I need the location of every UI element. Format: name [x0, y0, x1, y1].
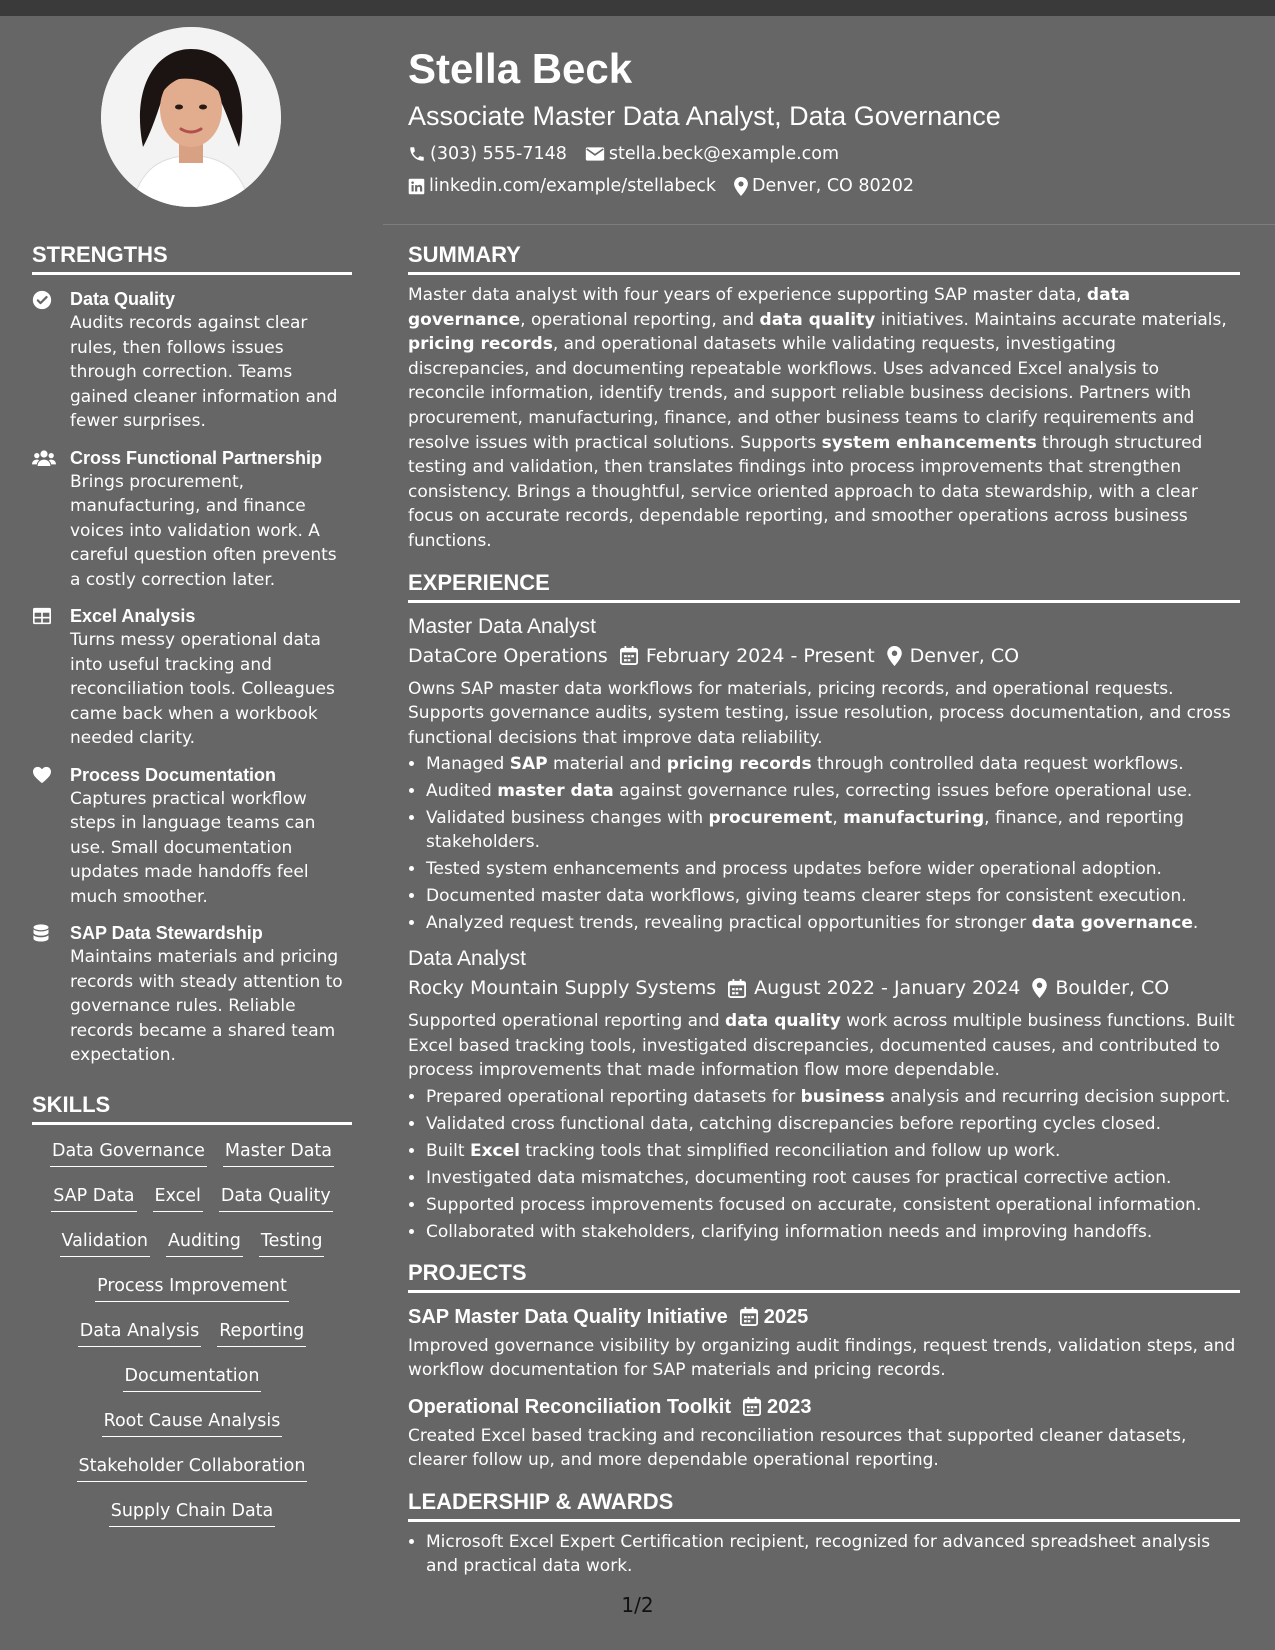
project-title	[408, 1303, 1240, 1331]
skills-row	[32, 1274, 352, 1319]
candidate-name: Stella Beck	[408, 45, 633, 92]
calendar-icon	[728, 979, 746, 998]
bold-text: procurement	[708, 808, 833, 829]
project-title	[408, 1393, 1240, 1421]
calendar-icon	[743, 1397, 761, 1416]
text-run: analysis and recurring decision support.	[884, 1086, 1231, 1107]
skill-tag: Supply Chain Data	[109, 1499, 276, 1527]
linkedin-contact[interactable]	[408, 176, 716, 196]
job-title: Master Data Analyst	[408, 614, 596, 638]
job-bullets	[408, 752, 1240, 935]
skill-tag: Stakeholder Collaboration	[77, 1454, 308, 1482]
experience-heading: EXPERIENCE	[408, 568, 1240, 603]
text-run: initiatives. Maintains accurate materials,	[875, 309, 1227, 330]
bold-text: pricing records	[666, 754, 812, 775]
bullet-item	[426, 1139, 1240, 1163]
linkedin-icon	[408, 178, 425, 195]
strength-name: Cross Functional Partnership	[70, 447, 323, 468]
phone-contact[interactable]	[408, 144, 567, 164]
bullet-item	[426, 884, 1240, 908]
strength-description: Turns messy operational data into useful tracking and reconciliation tools. Colleagues came back when a workbook needed clarity.	[70, 630, 335, 748]
strength-body	[70, 921, 352, 1068]
users-icon	[32, 446, 70, 593]
skill-tag: Documentation	[123, 1364, 262, 1392]
text-run: through controlled data request workflows.	[811, 754, 1184, 775]
text-run: Managed	[426, 754, 510, 775]
map-pin-icon	[887, 646, 902, 666]
text-run: work across multiple business functions. Built Excel based tracking tools, investigated discrepancies, documented causes, and contributed to process improvements that made information flow more dependable.	[408, 1011, 1235, 1081]
contact-row-2	[408, 170, 1248, 202]
skills-row	[32, 1499, 352, 1544]
strength-item	[32, 604, 352, 751]
job-meta	[408, 641, 1240, 671]
bullet-item	[426, 1220, 1240, 1244]
top-bar	[0, 0, 1275, 16]
text-run: tracking tools that simplified reconciliation and follow up work.	[519, 1140, 1061, 1161]
bullet-item	[426, 752, 1240, 776]
job-dates-text: August 2022 - January 2024	[754, 977, 1021, 1000]
skill-tag: Reporting	[217, 1319, 306, 1347]
bullet-item	[426, 806, 1240, 854]
text-run: Supported process improvements focused on accurate, consistent operational information.	[426, 1194, 1202, 1215]
bold-text: pricing records	[408, 334, 553, 355]
skill-tag: Auditing	[166, 1229, 243, 1257]
projects-heading: PROJECTS	[408, 1258, 1240, 1293]
left-column	[32, 240, 352, 1544]
job-location	[887, 641, 1019, 671]
bullet-item	[426, 1112, 1240, 1136]
text-run: Audited	[426, 781, 498, 802]
strength-description: Maintains materials and pricing records with steady attention to governance rules. Reliable records became a shared team expectation.	[70, 947, 343, 1065]
text-run: , operational reporting, and	[520, 309, 760, 330]
project-year: 2023	[767, 1395, 812, 1418]
skill-tag: Excel	[153, 1184, 203, 1212]
bold-text: data governance	[1031, 913, 1193, 934]
profile-photo	[101, 27, 281, 207]
text-run: , finance, and reporting stakeholders.	[426, 808, 1184, 853]
strengths-list	[32, 287, 352, 1068]
job-bullets	[408, 1085, 1240, 1244]
text-run: Collaborated with stakeholders, clarifying information needs and improving handoffs.	[426, 1221, 1153, 1242]
heart-icon	[32, 763, 70, 910]
strength-item	[32, 287, 352, 434]
strength-item	[32, 921, 352, 1068]
projects-list	[408, 1303, 1240, 1473]
strength-item	[32, 763, 352, 910]
leadership-list	[408, 1530, 1240, 1578]
text-run: Prepared operational reporting datasets for	[426, 1086, 801, 1107]
experience-list	[408, 613, 1240, 1244]
database-icon	[32, 921, 70, 1068]
skill-tag: Data Quality	[219, 1184, 333, 1212]
strength-description: Audits records against clear rules, then follows issues through correction. Teams gained cleaner information and fewer surprises.	[70, 313, 338, 431]
bold-text: business	[800, 1086, 885, 1107]
bullet-item	[426, 857, 1240, 881]
page-number: 1/2	[621, 1593, 654, 1617]
text-run: ,	[832, 808, 844, 829]
phone-text: (303) 555-7148	[430, 144, 567, 164]
bullet-item	[426, 1085, 1240, 1109]
strength-name: Process Documentation	[70, 764, 277, 785]
text-run: , and operational datasets while validating requests, investigating discrepancies, and documenting repeatable workflows. Uses advanced Excel analysis to reconcile information, identify trends, and support reliable business decisions. Partners with procurement, manufacturing, finance, and other business teams to clarify requirements and resolve issues with practical solutions. Supports	[408, 334, 1195, 453]
bold-text: SAP	[509, 754, 548, 775]
job-company: Rocky Mountain Supply Systems	[408, 977, 717, 1000]
project-description: Improved governance visibility by organizing audit findings, request trends, validation steps, and workflow documentation for SAP materials and pricing records.	[408, 1335, 1236, 1381]
text-run: Supported operational reporting and	[408, 1011, 726, 1032]
skill-tag: Root Cause Analysis	[102, 1409, 283, 1437]
skills-row	[32, 1319, 352, 1364]
resume-header	[408, 40, 1248, 202]
strength-body	[70, 446, 352, 593]
right-column	[408, 240, 1240, 1581]
strength-body	[70, 763, 352, 910]
text-run: Tested system enhancements and process updates before wider operational adoption.	[426, 859, 1162, 880]
skill-tag: Data Analysis	[78, 1319, 201, 1347]
skill-tag: SAP Data	[51, 1184, 136, 1212]
job-location	[1032, 973, 1169, 1003]
check-circle-icon	[32, 287, 70, 434]
text-run: Validated cross functional data, catching discrepancies before reporting cycles closed.	[426, 1113, 1161, 1134]
bullet-item	[426, 1166, 1240, 1190]
skill-tag: Process Improvement	[95, 1274, 289, 1302]
strength-name: Data Quality	[70, 289, 176, 309]
text-run: Analyzed request trends, revealing practical opportunities for stronger	[426, 913, 1032, 934]
bullet-item	[426, 911, 1240, 935]
skills-row	[32, 1409, 352, 1454]
project-name: Operational Reconciliation Toolkit	[408, 1395, 731, 1418]
bold-text: data governance	[408, 285, 1131, 330]
bold-text: Excel	[469, 1140, 520, 1161]
job-company: DataCore Operations	[408, 644, 608, 667]
strength-name: SAP Data Stewardship	[70, 923, 263, 943]
candidate-title: Associate Master Data Analyst, Data Governance	[408, 101, 1001, 131]
project-description: Created Excel based tracking and reconciliation resources that supported cleaner datasets, clearer follow up, and more dependable operational reporting.	[408, 1425, 1187, 1471]
strength-description: Brings procurement, manufacturing, and finance voices into validation work. A careful question often prevents a costly correction later.	[70, 471, 337, 590]
calendar-icon	[740, 1307, 758, 1326]
skill-tag: Data Governance	[50, 1139, 207, 1167]
text-run: .	[1192, 913, 1199, 934]
skills-row	[32, 1184, 352, 1229]
location-contact	[734, 176, 914, 196]
skills-list	[32, 1139, 352, 1544]
text-run: Built	[426, 1140, 470, 1161]
skills-row	[32, 1229, 352, 1274]
map-pin-icon	[1032, 978, 1047, 998]
text-run: Documented master data workflows, giving teams clearer steps for consistent execution.	[426, 886, 1187, 907]
text-run: Master data analyst with four years of experience supporting SAP master data,	[408, 285, 1087, 305]
calendar-icon	[620, 646, 638, 665]
envelope-icon	[585, 146, 605, 162]
award-item: • Microsoft Excel Expert Certification recipient, recognized for advanced spreadsheet analysis and practical data work.	[426, 1530, 1240, 1578]
text-run: against governance rules, correcting issues before operational use.	[613, 781, 1193, 802]
job-location-text: Boulder, CO	[1055, 977, 1170, 1000]
text-run: through structured testing and validation, then translates findings into process improvements that strengthen consistency. Brings a thoughtful, service oriented approach to data stewardship, with a clear focus on accurate records, dependable reporting, and smoother operations across business functions.	[408, 432, 1203, 551]
contact-row-1	[408, 138, 1248, 170]
bold-text: data quality	[725, 1011, 841, 1032]
skills-row	[32, 1454, 352, 1499]
strength-item	[32, 446, 352, 593]
skill-tag: Testing	[259, 1229, 325, 1257]
phone-icon	[408, 145, 426, 163]
summary-text	[408, 283, 1240, 554]
summary-heading: SUMMARY	[408, 240, 1240, 275]
header-divider	[383, 224, 1275, 225]
skill-tag: Validation	[60, 1229, 150, 1257]
location-text: Denver, CO 80202	[752, 176, 915, 196]
strength-name: Excel Analysis	[70, 606, 196, 626]
strength-body	[70, 604, 352, 751]
bullet-item	[426, 779, 1240, 803]
project-year: 2025	[763, 1305, 809, 1328]
bold-text: data quality	[759, 309, 876, 330]
bold-text: master data	[497, 781, 614, 802]
job-dates	[620, 641, 875, 671]
skills-heading: SKILLS	[32, 1090, 352, 1125]
job-dates	[728, 973, 1020, 1003]
job-description: Owns SAP master data workflows for materials, pricing records, and operational requests. Supports governance audits, system testing, issue resolution, process documentation, and cross functional decisions that improve data reliability.	[408, 678, 1231, 748]
strength-body	[70, 287, 352, 434]
map-pin-icon	[734, 177, 748, 196]
skill-tag: Master Data	[223, 1139, 334, 1167]
linkedin-text: linkedin.com/example/stellabeck	[429, 176, 717, 196]
text-run: Investigated data mismatches, documenting root causes for practical corrective action.	[426, 1167, 1172, 1188]
job-description	[408, 1009, 1240, 1083]
text-run: material and	[547, 754, 667, 775]
leadership-heading: LEADERSHIP & AWARDS	[408, 1487, 1240, 1522]
email-contact[interactable]	[585, 144, 839, 164]
project-name: SAP Master Data Quality Initiative	[408, 1305, 728, 1328]
strength-description: Captures practical workflow steps in language teams can use. Small documentation updates made handoffs feel much smoother.	[70, 788, 316, 907]
text-run: Validated business changes with	[426, 808, 709, 829]
job-dates-text: February 2024 - Present	[645, 644, 875, 667]
strengths-heading: STRENGTHS	[32, 240, 352, 275]
email-text: stella.beck@example.com	[608, 144, 840, 164]
job-title: Data Analyst	[408, 947, 526, 971]
bold-text: manufacturing	[843, 808, 985, 829]
table-icon	[32, 604, 70, 751]
job-location-text: Denver, CO	[909, 644, 1020, 667]
job-meta	[408, 973, 1240, 1003]
skills-row	[32, 1139, 352, 1184]
bullet-item	[426, 1193, 1240, 1217]
bold-text: system enhancements	[821, 432, 1037, 453]
skills-row	[32, 1364, 352, 1409]
